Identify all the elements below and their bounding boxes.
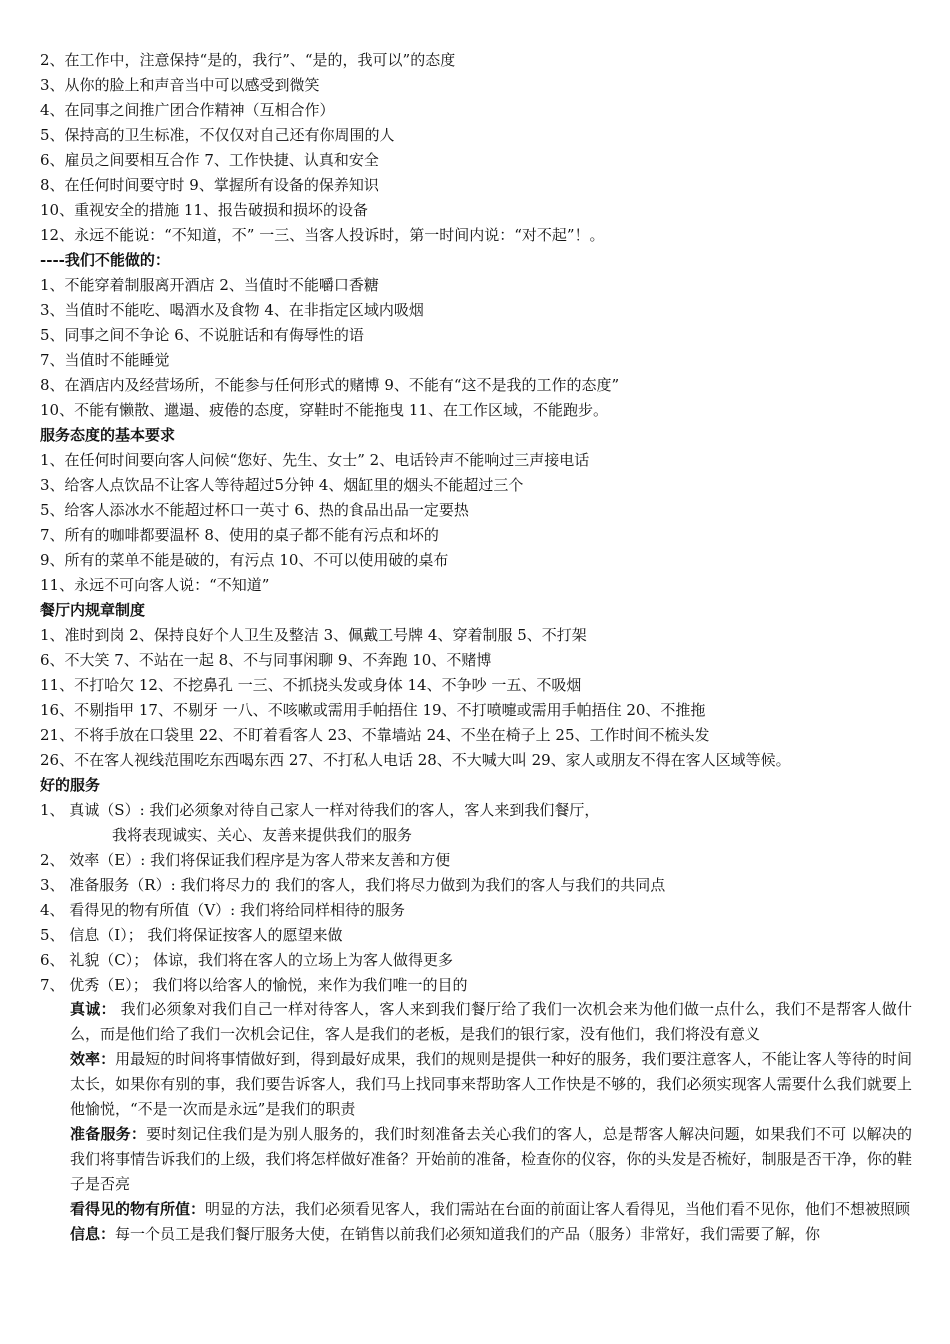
list-item: 1、 真诚（S）: 我们必须象对待自己家人一样对待我们的客人，客人来到我们餐厅， (40, 801, 600, 819)
list-item: 4、 看得见的物有所值（V）: 我们将给同样相待的服务 (40, 901, 405, 919)
list-item: 10、不能有懒散、邋遢、疲倦的态度，穿鞋时不能拖曳 11、在工作区域，不能跑步。 (40, 401, 608, 419)
list-item: 7、 优秀（E）； 我们将以给客人的愉悦，来作为我们唯一的目的 (40, 976, 468, 994)
list-item: 8、在酒店内及经营场所，不能参与任何形式的赌博 9、不能有“这不是我的工作的态度” (40, 376, 620, 394)
list-item: 2、在工作中，注意保持“是的，我行”、“是的，我可以”的态度 (40, 51, 456, 69)
explanation-paragraph (70, 1122, 912, 1197)
explanation-paragraph (70, 997, 912, 1047)
list-item: 7、所有的咖啡都要温杯 8、使用的桌子都不能有污点和坏的 (40, 526, 439, 544)
list-item: 21、不将手放在口袋里 22、不盯着看客人 23、不靠墙站 24、不坐在椅子上 25、工作时间不梳头发 (40, 726, 710, 744)
service-explanations (40, 997, 920, 1247)
list-item: 1、准时到岗 2、保持良好个人卫生及整洁 3、佩戴工号牌 4、穿着制服 5、不打架 (40, 626, 587, 644)
list-item: 1、在任何时间要向客人问候“您好、先生、女士” 2、电话铃声不能响过三声接电话 (40, 451, 590, 469)
list-item: 7、当值时不能睡觉 (40, 351, 170, 369)
section-heading: ----我们不能做的： (40, 251, 170, 269)
list-item: 16、不剔指甲 17、不剔牙 一八、不咳嗽或需用手帕捂住 19、不打喷嚏或需用手帕捂住 20、不推拖 (40, 701, 706, 719)
list-item: 5、保持高的卫生标准，不仅仅对自己还有你周围的人 (40, 126, 395, 144)
section-heading: 服务态度的基本要求 (40, 426, 176, 444)
list-item: 5、同事之间不争论 6、不说脏话和有侮辱性的语 (40, 326, 364, 344)
list-item: 6、 礼貌（C）； 体谅，我们将在客人的立场上为客人做得更多 (40, 951, 454, 969)
paragraph-body: 我们必须象对我们自己一样对待客人，客人来到我们餐厅给了我们一次机会来为他们做一点什么，我们不是帮客人做什么，而是他们给了我们一次机会记住，客人是我们的老板，是我们的银行家，没有他们，我们将没有意义 (70, 1000, 912, 1043)
section-heading: 好的服务 (40, 776, 101, 794)
list-item: 5、给客人添冰水不能超过杯口一英寸 6、热的食品出品一定要热 (40, 501, 469, 519)
list-item: 11、不打哈欠 12、不挖鼻孔 一三、不抓挠头发或身体 14、不争吵 一五、不吸烟 (40, 676, 582, 694)
rules-list (40, 48, 920, 998)
list-item: 我将表现诚实、关心、友善来提供我们的服务 (112, 826, 413, 844)
list-item: 2、 效率（E）: 我们将保证我们程序是为客人带来友善和方便 (40, 851, 451, 869)
paragraph-title: 准备服务： (70, 1125, 147, 1143)
list-item: 3、从你的脸上和声音当中可以感受到微笑 (40, 76, 320, 94)
list-item: 6、雇员之间要相互合作 7、工作快捷、认真和安全 (40, 151, 379, 169)
paragraph-body: 每一个员工是我们餐厅服务大使，在销售以前我们必须知道我们的产品（服务）非常好，我们需要了解，你 (115, 1225, 821, 1243)
paragraph-body: 用最短的时间将事情做好到，得到最好成果，我们的规则是提供一种好的服务，我们要注意客人，不能让客人等待的时间太长，如果你有别的事，我们要告诉客人，我们马上找同事来帮助客人工作快是不够的，我们必须实现客人需要什么我们就要上他愉悦，“不是一次而是永远”是我们的职责 (70, 1050, 912, 1118)
list-item: 6、不大笑 7、不站在一起 8、不与同事闲聊 9、不奔跑 10、不赌博 (40, 651, 492, 669)
paragraph-title: 信息： (70, 1225, 116, 1243)
explanation-paragraph (70, 1197, 912, 1222)
explanation-paragraph (70, 1222, 912, 1247)
list-item: 10、重视安全的措施 11、报告破损和损坏的设备 (40, 201, 368, 219)
list-item: 3、给客人点饮品不让客人等待超过5分钟 4、烟缸里的烟头不能超过三个 (40, 476, 524, 494)
list-item: 3、 准备服务（R）: 我们将尽力的 我们的客人，我们将尽力做到为我们的客人与我们的共同点 (40, 876, 666, 894)
list-item: 1、不能穿着制服离开酒店 2、当值时不能嚼口香糖 (40, 276, 379, 294)
list-item: 5、 信息（I）； 我们将保证按客人的愿望来做 (40, 926, 343, 944)
list-item: 3、当值时不能吃、喝酒水及食物 4、在非指定区域内吸烟 (40, 301, 424, 319)
list-item: 8、在任何时间要守时 9、掌握所有设备的保养知识 (40, 176, 379, 194)
paragraph-body: 明显的方法，我们必须看见客人，我们需站在台面的前面让客人看得见，当他们看不见你，他们不想被照顾 (205, 1200, 911, 1218)
paragraph-title: 真诚： (70, 1000, 116, 1018)
list-item: 9、所有的菜单不能是破的，有污点 10、不可以使用破的桌布 (40, 551, 449, 569)
list-item: 12、永远不能说：“不知道，不” 一三、当客人投诉时，第一时间内说：“对不起”！。 (40, 226, 605, 244)
paragraph-title: 效率： (70, 1050, 116, 1068)
paragraph-title: 看得见的物有所值： (70, 1200, 206, 1218)
section-heading: 餐厅内规章制度 (40, 601, 146, 619)
list-item: 11、永远不可向客人说：“不知道” (40, 576, 270, 594)
paragraph-body: 要时刻记住我们是为别人服务的，我们时刻准备去关心我们的客人，总是帮客人解决问题，如果我们不可 以解决的我们将事情告诉我们的上级，我们将怎样做好准备？开始前的准备，检查你的仪容，你的头发是否梳好，制服是否干净，你的鞋子是否亮 (70, 1125, 912, 1193)
explanation-paragraph (70, 1047, 912, 1122)
list-item: 26、不在客人视线范围吃东西喝东西 27、不打私人电话 28、不大喊大叫 29、家人或朋友不得在客人区域等候。 (40, 751, 791, 769)
list-item: 4、在同事之间推广团合作精神（互相合作） (40, 101, 335, 119)
